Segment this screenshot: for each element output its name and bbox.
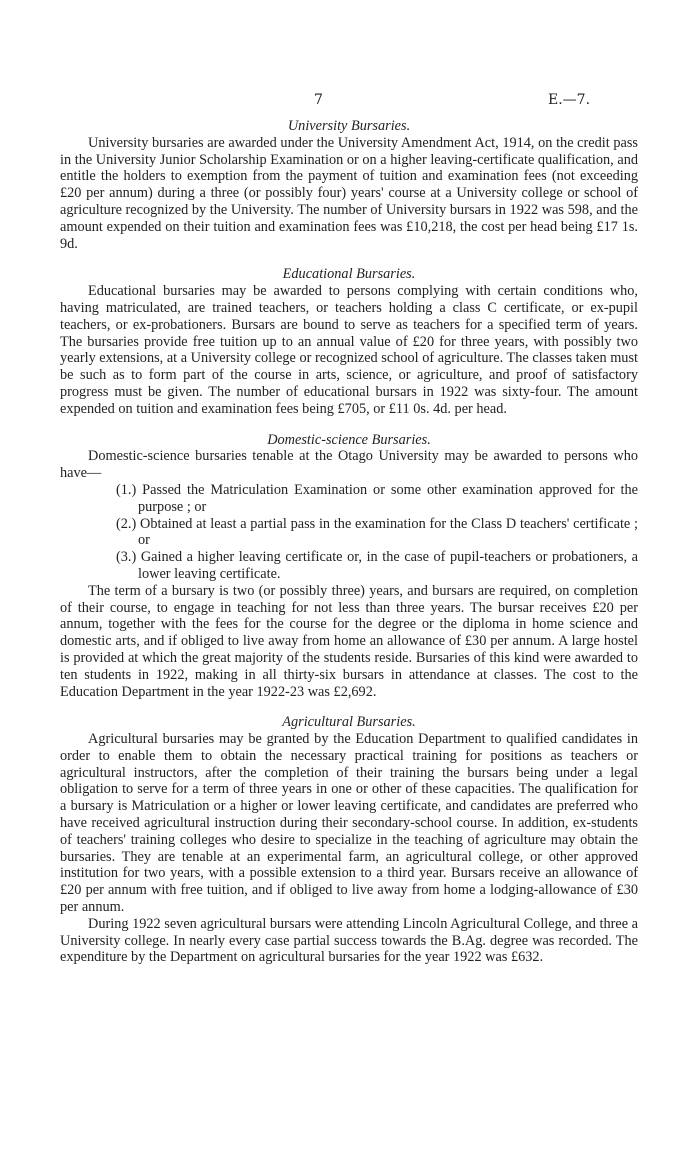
section-heading: Agricultural Bursaries.: [282, 714, 416, 731]
paragraph: The term of a bursary is two (or possibly three) years, and bursars are required, on completion of their course, to engage in teaching for not less than three years. The bursar receives £20 per annum, together with the fees for the course for the degree or the diploma in home science and domestic arts, and if obliged to live away from home an allowance of £30 per annum. A large hostel is provided at which the great majority of the students reside. Bursaries of this kind were awarded to ten students in 1922, making in all thirty-six bursars in attendance at classes. The cost to the Education Department in the year 1922-23 was £2,692.: [60, 582, 638, 700]
paragraph: During 1922 seven agricultural bursars were attending Lincoln Agricultural College, and three a University college. In nearly every case partial success towards the B.Ag. degree was recorded. The expenditure by the Department on agricultural bursaries for the year 1922 was £632.: [60, 915, 638, 966]
section-agricultural-bursaries: [60, 714, 638, 966]
page-number: 7: [314, 92, 323, 108]
list-item: (3.) Gained a higher leaving certificate or, in the case of pupil-teachers or probationers, a lower leaving certificate.: [116, 549, 638, 582]
criteria-list: [60, 482, 638, 583]
section-heading: University Bursaries.: [287, 118, 411, 134]
section-university-bursaries: [60, 118, 638, 252]
paragraph: Agricultural bursaries may be granted by the Education Department to qualified candidates in order to enable them to obtain the necessary practical training for positions as teachers or agricultural instructors, after the completion of their training the bursars being under a legal obligation to serve for a term of three years in one or other of these capacities. The qualification for a bursary is Matriculation or a higher or lower leaving certificate, and candidates are preferred who have received agricultural instruction during their secondary-school course. In addition, ex-students of teachers' training colleges who desire to specialize in the teaching of agriculture may obtain the bursaries. They are tenable at an experimental farm, an agricultural college, or other approved institution for two years, with a possible extension to a third year. Bursars receive an allowance of £20 per annum with free tuition, and if obliged to live away from home a lodging-allowance of £30 per annum.: [60, 731, 638, 916]
document-reference: E.—7.: [548, 92, 591, 108]
section-heading: Domestic-science Bursaries.: [267, 431, 431, 448]
paragraph-intro: Domestic-science bursaries tenable at the Otago University may be awarded to persons who have—: [60, 448, 638, 482]
list-item: (2.) Obtained at least a partial pass in the examination for the Class D teachers' certificate ; or: [116, 515, 638, 549]
page-body: [60, 118, 638, 966]
section-domestic-science-bursaries: [60, 432, 638, 701]
section-educational-bursaries: [60, 266, 638, 417]
section-heading: Educational Bursaries.: [282, 266, 416, 283]
list-item: (1.) Passed the Matriculation Examination or some other examination approved for the purpose ; or: [116, 481, 638, 515]
paragraph: Educational bursaries may be awarded to persons complying with certain conditions who, having matriculated, are trained teachers, or teachers holding a class C certificate, or ex-pupil teachers, or ex-probationers. Bursars are bound to serve as teachers for a specified term of years. The bursaries provide free tuition up to an annual value of £20 for three years, with possibly two yearly extensions, at a University college or recognized school of agriculture. The classes taken must be such as to form part of the course in arts, science, or agriculture, and proof of satisfactory progress must be given. The number of educational bursars in 1922 was sixty-four. The amount expended on tuition and examination fees being £705, or £11 0s. 4d. per head.: [60, 283, 638, 417]
paragraph: University bursaries are awarded under the University Amendment Act, 1914, on the credit pass in the University Junior Scholarship Examination or on a higher leaving-certificate qualification, and entitle the holders to exemption from the payment of tuition and examination fees (not exceeding £20 per annum) during a three (or possibly four) years' course at a University college or school of agriculture recognized by the University. The number of University bursars in 1922 was 598, and the amount expended on their tuition and examination fees was £10,218, the cost per head being £17 1s. 9d.: [60, 134, 638, 252]
